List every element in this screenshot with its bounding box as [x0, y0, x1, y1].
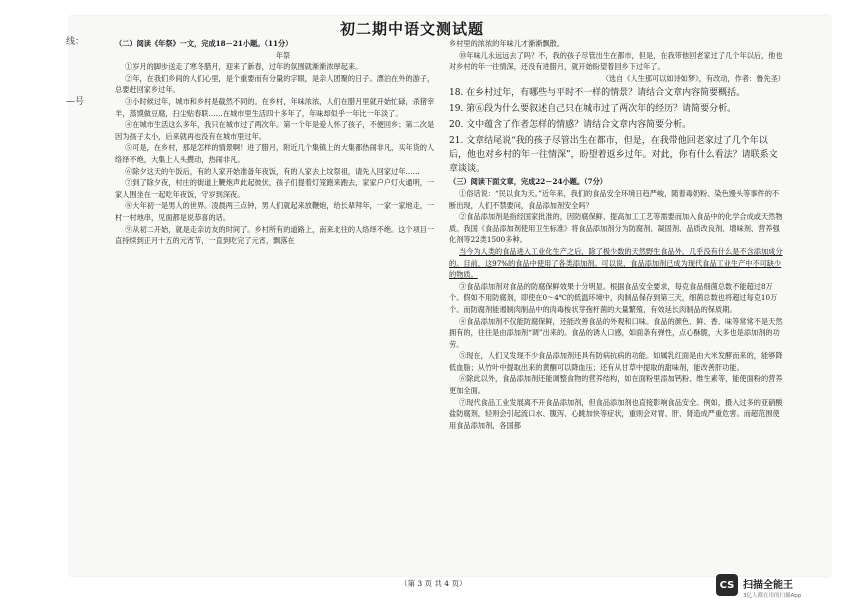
paragraph: ②年，在我们乡间的人们心里，是个重要而有分量的字眼，是亲人团聚的日子。漂泊在外的游子，总要赶回家乡过年。: [115, 73, 435, 95]
camscanner-logo-icon: CS: [716, 574, 738, 596]
question-19: 19. 第⑥段为什么要叙述自己只在城市过了两次年的经历？请简要分析。: [449, 104, 737, 115]
source-citation: （选自《人生那可以如诗如梦》，有改动，作者：鲁先圣）: [601, 73, 785, 83]
paragraph: 乡村里的浓浓的年味儿才渐渐飘散。: [449, 39, 565, 48]
question-21: 21. 文章结尾说“我的孩子尽管出生在都市，但是，在我带他回老家过了几个年以后，他也对乡村的年一往情深”，盼望着返乡过年。对此，你有什么看法？请联系文章谈谈。: [449, 136, 778, 175]
right-column: [449, 38, 785, 431]
article-title: 年祭: [275, 50, 291, 60]
left-column: [115, 38, 441, 247]
section-heading-3: （三）阅读下面文章，完成22－24小题。（7分）: [449, 177, 607, 187]
scanner-watermark: [716, 572, 856, 604]
paragraph: ③食品添加剂对食品的防腐保鲜效果十分明显。根据食品安全要求，每克食品细菌总数不能超过8万个。假如不用防腐剂，即使在0～4℃的低温环境中，肉制品保存到第三天，细菌总数也将超过每克10万个。而防腐剂能遏制肉制品中的肉毒梭状芽孢杆菌的大量繁殖，有效延长肉制品的保质期。: [449, 281, 778, 314]
question-18: 18. 在乡村过年，有哪些与平时不一样的情景？请结合文章内容简要概括。: [449, 88, 746, 99]
paragraph: ⑥除此以外，食品添加剂还能调整食物的营养结构，如在面粉里添加钙粉、维生素等，能使面粉的营养更加全面。: [449, 374, 783, 396]
page-number: （第 3 页 共 4 页）: [400, 579, 467, 588]
paragraph: ⑩年味儿永远远去了吗？不，我的孩子尽管出生在都市，但是，在我带他回老家过了几个年以后，他也对乡村的年一往情深，还没有进腊月，就开始盼望着回乡下过年了。: [449, 50, 783, 72]
margin-note-2: —号: [66, 97, 85, 107]
section-heading-2: （二）阅读《年祭》一文，完成18－21小题。（11分）: [115, 39, 293, 48]
watermark-name: 扫描全能王: [743, 580, 793, 591]
paragraph: ③小时候过年，城市和乡村是截然不同的。在乡村，年味浓浓，人们在腊月里就开始忙碌，杀猪宰羊，蒸馍做豆腐，扫尘贴春联……在城市里生活四十多年了，年味却似乎一年比一年淡了。: [115, 96, 435, 118]
paragraph: ④食品添加剂不仅能防腐保鲜，还能改善食品的外观和口味。食品的颜色、鲜、香、味等常常不是天然拥有的，往往是由添加剂“调”出来的。食品的诱人口感，如面条有弹性，点心酥脆，大多也是添加剂的功劳。: [449, 316, 783, 349]
paragraph: ⑦到了除夕夜，村庄的街道上鞭炮声此起彼伏，孩子们提着灯笼跑来跑去，家家户户灯火通明，一家人围坐在一起吃年夜饭，守岁到深夜。: [115, 178, 435, 199]
watermark-subtitle: 3亿人都在用的扫描App: [743, 593, 802, 599]
paragraph: ⑦现代食品工业发展离不开食品添加剂，但食品添加剂也直接影响食品安全。例如，摄入过多的亚硝酸盐防腐剂，轻则会引起流口水、腹泻、心跳加快等症状，重则会对胃、肝、肾造成严重危害。而超范围使用食品添加剂，各国都: [449, 397, 783, 430]
paragraph: ⑧大年初一是男人的世界。凌晨两三点钟，男人们就起来放鞭炮，给长辈拜年，一家一家地走，一村一村地串，见面都是说恭喜的话。: [115, 201, 435, 222]
paragraph: ⑤可是，在乡村，那是怎样的情景啊！进了腊月，附近几个集镇上的大集都热闹非凡，买年货的人络绎不绝，大集上人头攒动，热闹非凡。: [115, 143, 435, 164]
paragraph: ④在城市生活这么多年，我只在城市过了两次年。第一个年是爱人怀了孩子，不便回乡；第二次是因为孩子太小，后来就再也没有在城市里过年。: [115, 120, 435, 141]
paragraph: ⑤现在，人们又发现不少食品添加剂还具有防病抗病的功能。如属乳红面是由大米发酵而来的，能够降低血脂；从竹叶中提取出来的黄酮可以降血压；还有从甘草中提取的甜味剂，能改善肝功能。: [449, 351, 783, 372]
paragraph: ②食品添加剂是指经国家批准的，因防腐保鲜、提高加工工艺等需要而加入食品中的化学合成或天然物质。我国《食品添加剂使用卫生标准》将食品添加剂分为防腐剂、凝固剂、品质改良剂、增味剂、营养强化剂等22类1500多种。: [449, 212, 783, 245]
paragraph: ⑨从初二开始，就是走亲访友的时间了。乡村所有的道路上，南来北往的人络绎不绝。这个项目一直持续到正月十五的元宵节，一直到吃完了元宵，飘落在: [115, 224, 435, 246]
underlined-paragraph: 当今为人类的食品进入工业化生产之后，除了极少数的天然野生食品外，几乎没有什么是不含添加成分的。目前，这97%的食品中使用了各类添加剂。可以说，食品添加剂已成为现代食品工业生产中不可缺少的物质。: [449, 246, 783, 280]
margin-note-1: 线：: [66, 37, 85, 47]
page-title: 初二期中语文测试题: [340, 20, 485, 38]
paragraph: ⑥除夕这天的午饭后，有的人家开始准备年夜饭，有的人家去上坟祭祖，请先人回家过年……: [125, 166, 420, 176]
question-20: 20. 文中蕴含了作者怎样的情感？请结合文章内容简要分析。: [449, 120, 692, 131]
paragraph: ①俗话说：“民以食为天。”近年来，我们的食品安全环境日趋严峻，随着毒奶粉、染色馒头等事件的不断出现，人们不禁要问，食品添加剂安全吗？: [449, 188, 780, 210]
paragraph: ①岁月的脚步送走了寒冬腊月，迎来了新春，过年的氛围就渐渐浓厚起来。: [125, 62, 363, 72]
